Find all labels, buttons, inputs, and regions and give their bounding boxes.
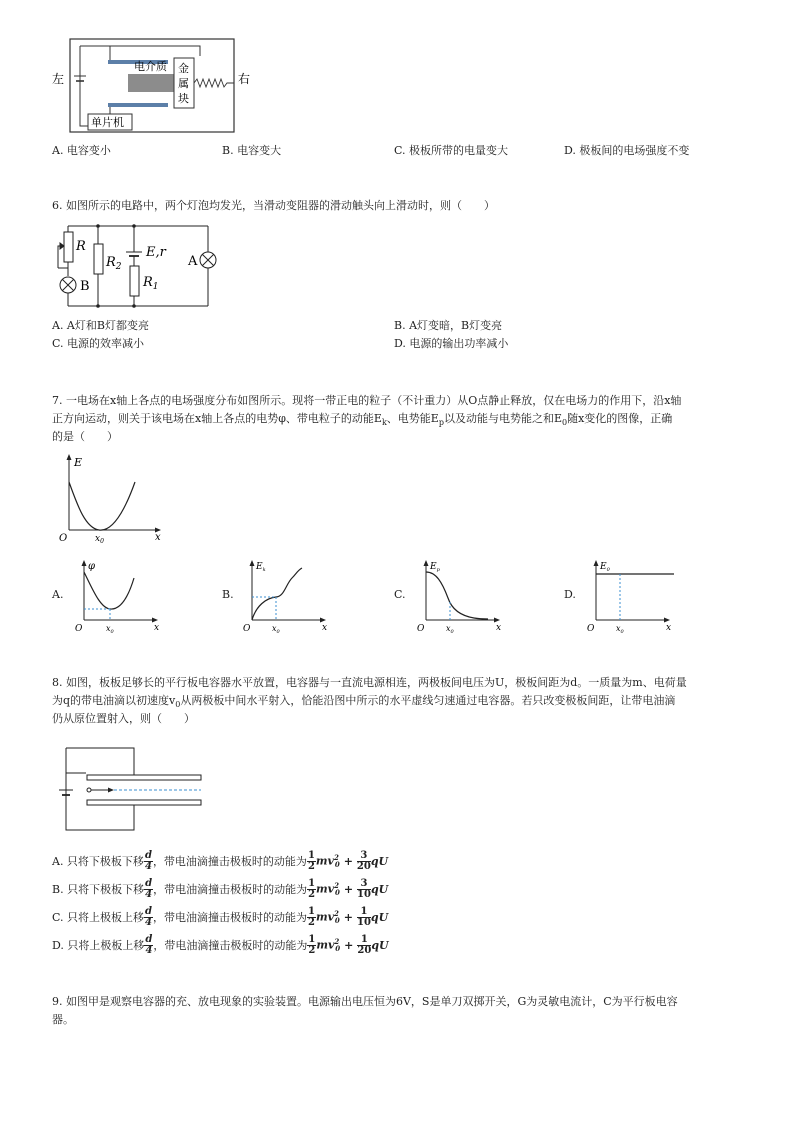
origin: O <box>587 624 595 634</box>
fraction: $\frac{d}{4}$ <box>144 849 152 872</box>
x-label: x <box>155 532 161 543</box>
q5-capacitor-sensor-figure <box>50 36 260 136</box>
q5-option-d[interactable]: D. 极板间的电场强度不变 <box>564 144 690 157</box>
phi-curve <box>84 572 134 609</box>
q5-option-c[interactable]: C. 极板所带的电量变大 <box>394 144 509 157</box>
ep-curve <box>426 572 488 619</box>
q6-option-a[interactable]: A. A灯和B灯都变亮 <box>52 319 149 332</box>
mcu-label: 单片机 <box>91 116 124 129</box>
q7-option-a-graph[interactable] <box>72 558 164 634</box>
q8-option-a[interactable]: A. 只将下极板下移 $\frac{d}{4}$ ，带电油滴撞击极板时的动能为 $\frac{1}{2}$ $mv^2_0$ + $\frac{3}{20}$ qU <box>52 849 389 872</box>
q9-stem-line-2: 器。 <box>52 1013 74 1026</box>
spring <box>194 79 234 87</box>
x0-label: $x_0$ <box>616 624 624 634</box>
x-label: x <box>496 623 502 633</box>
q6-option-d[interactable]: D. 电源的输出功率减小 <box>394 337 509 350</box>
fraction: $\frac{1}{20}$ <box>357 933 372 956</box>
label-er: E,r <box>146 245 166 260</box>
q8-stem-line-3: 仍从原位置射入，则（ ） <box>52 712 195 725</box>
svg-text:块: 块 <box>178 92 189 105</box>
label-r: R <box>76 239 86 254</box>
q8-option-c[interactable]: C. 只将上极板上移 $\frac{d}{4}$ ，带电油滴撞击极板时的动能为 $\frac{1}{2}$ $mv^2_0$ + $\frac{1}{10}$ qU <box>52 905 389 928</box>
slider-arrow <box>60 243 64 249</box>
fraction: $\frac{1}{2}$ <box>307 849 315 872</box>
left-wire <box>66 773 86 830</box>
q7-option-a-letter[interactable]: A. <box>52 588 64 601</box>
q6-option-c[interactable]: C. 电源的效率减小 <box>52 337 145 350</box>
top-wire <box>80 46 200 56</box>
q5-option-b[interactable]: B. 电容变大 <box>222 144 282 157</box>
svg-text:金: 金 <box>178 62 189 75</box>
label-r2: $R_2$ <box>106 255 122 272</box>
q5-option-a[interactable]: A. 电容变小 <box>52 144 111 157</box>
q9-stem-line-1: 9. 如图甲是观察电容器的充、放电现象的实验装置。电源输出电压恒为6V，S是单刀双掷开关，G为灵敏电流计，C为平行板电容 <box>52 995 678 1008</box>
y-label: $E_k$ <box>256 562 266 573</box>
lower-plate <box>108 103 168 107</box>
origin: O <box>417 624 425 634</box>
q6-circuit-figure <box>48 218 220 310</box>
q7-option-c-letter[interactable]: C. <box>394 588 406 601</box>
left-label: 左 <box>52 72 65 86</box>
q8-capacitor-figure <box>54 746 214 836</box>
q6-stem: 6. 如图所示的电路中，两个灯泡均发光，当滑动变阻器的滑动触头向上滑动时，则（ ） <box>52 199 495 212</box>
oil-drop <box>87 788 91 792</box>
fraction: $\frac{1}{2}$ <box>308 905 315 928</box>
y-label: $E_p$ <box>430 562 440 573</box>
y-label: $E_0$ <box>600 562 610 573</box>
rheostat-r <box>64 232 73 262</box>
x-label: x <box>666 623 672 633</box>
q7-stem-line-1: 7. 一电场在x轴上各点的电场强度分布如图所示。现将一带正电的粒子（不计重力）从O点静止释放，仅在电场力的作用下，沿x轴 <box>52 394 682 407</box>
fraction: $\frac{d}{4}$ <box>145 877 153 900</box>
x0-label: $x_0$ <box>106 624 114 634</box>
dielectric-label: 电介质 <box>134 60 167 73</box>
x0-label: $x_0$ <box>446 624 454 634</box>
ek-curve <box>252 568 302 620</box>
y-label: φ <box>88 561 96 572</box>
fraction: $\frac{1}{2}$ <box>308 933 316 956</box>
x-label: x <box>154 623 160 633</box>
label-b: B <box>80 279 90 294</box>
fraction: $\frac{d}{4}$ <box>145 933 153 956</box>
q7-stem-line-2: 正方向运动，则关于该电场在x轴上各点的电势φ、带电粒子的动能$E_k$、电势能$E_p$以及动能与电势能之和$E_0$随x变化的图像，正确 <box>52 412 673 428</box>
metal-block-label <box>178 61 189 105</box>
label-r1: $R_1$ <box>143 275 159 292</box>
x0-label: $x_0$ <box>95 534 104 544</box>
fraction: $\frac{3}{10}$ <box>357 877 371 900</box>
resistor-r1 <box>130 266 139 296</box>
x0-label: $x_0$ <box>272 624 280 634</box>
q7-stem-line-3: 的是（ ） <box>52 430 118 443</box>
fraction: $\frac{3}{20}$ <box>356 849 371 872</box>
upper-plate <box>87 775 201 780</box>
dielectric-slab <box>128 74 174 92</box>
q8-options <box>52 847 389 959</box>
q6-option-b[interactable]: B. A灯变暗，B灯变亮 <box>394 319 503 332</box>
fraction: $\frac{1}{2}$ <box>308 877 316 900</box>
origin: O <box>59 533 68 544</box>
q7-main-graph <box>55 452 165 544</box>
q7-option-d-graph[interactable] <box>584 558 676 634</box>
q7-option-d-letter[interactable]: D. <box>564 588 576 601</box>
e-curve <box>69 482 135 530</box>
fraction: $\frac{1}{10}$ <box>357 905 371 928</box>
q7-option-b-graph[interactable] <box>240 558 332 634</box>
origin: O <box>243 624 251 634</box>
left-wire <box>80 46 88 126</box>
bottom-wire <box>66 802 134 830</box>
q8-option-d[interactable]: D. 只将上极板上移 $\frac{d}{4}$ ，带电油滴撞击极板时的动能为 $\frac{1}{2}$ $mv^2_0$ + $\frac{1}{20}$ qU <box>52 933 389 956</box>
q8-stem-line-1: 8. 如图，板板足够长的平行板电容器水平放置，电容器与一直流电源相连，两极板间电压为U，极板间距为d。一质量为m、电荷量 <box>52 676 687 689</box>
resistor-r2 <box>94 244 103 274</box>
origin: O <box>75 624 83 634</box>
y-label: E <box>74 456 83 469</box>
x-label: x <box>322 623 328 633</box>
svg-text:属: 属 <box>178 77 189 90</box>
fraction: $\frac{d}{4}$ <box>145 905 153 928</box>
q8-stem-line-2: 为q的带电油滴以初速度$v_0$从两极板中间水平射入，恰能沿图中所示的水平虚线匀速通过电容器。若只改变极板间距，让带电油滴 <box>52 694 676 710</box>
label-a: A <box>188 254 198 269</box>
q7-option-b-letter[interactable]: B. <box>222 588 234 601</box>
lower-plate <box>87 800 201 805</box>
q8-option-b[interactable]: B. 只将下极板下移 $\frac{d}{4}$ ，带电油滴撞击极板时的动能为 $\frac{1}{2}$ $mv^2_0$ + $\frac{3}{10}$ qU <box>52 877 389 900</box>
q7-option-c-graph[interactable] <box>414 558 506 634</box>
right-label: 右 <box>238 72 251 86</box>
